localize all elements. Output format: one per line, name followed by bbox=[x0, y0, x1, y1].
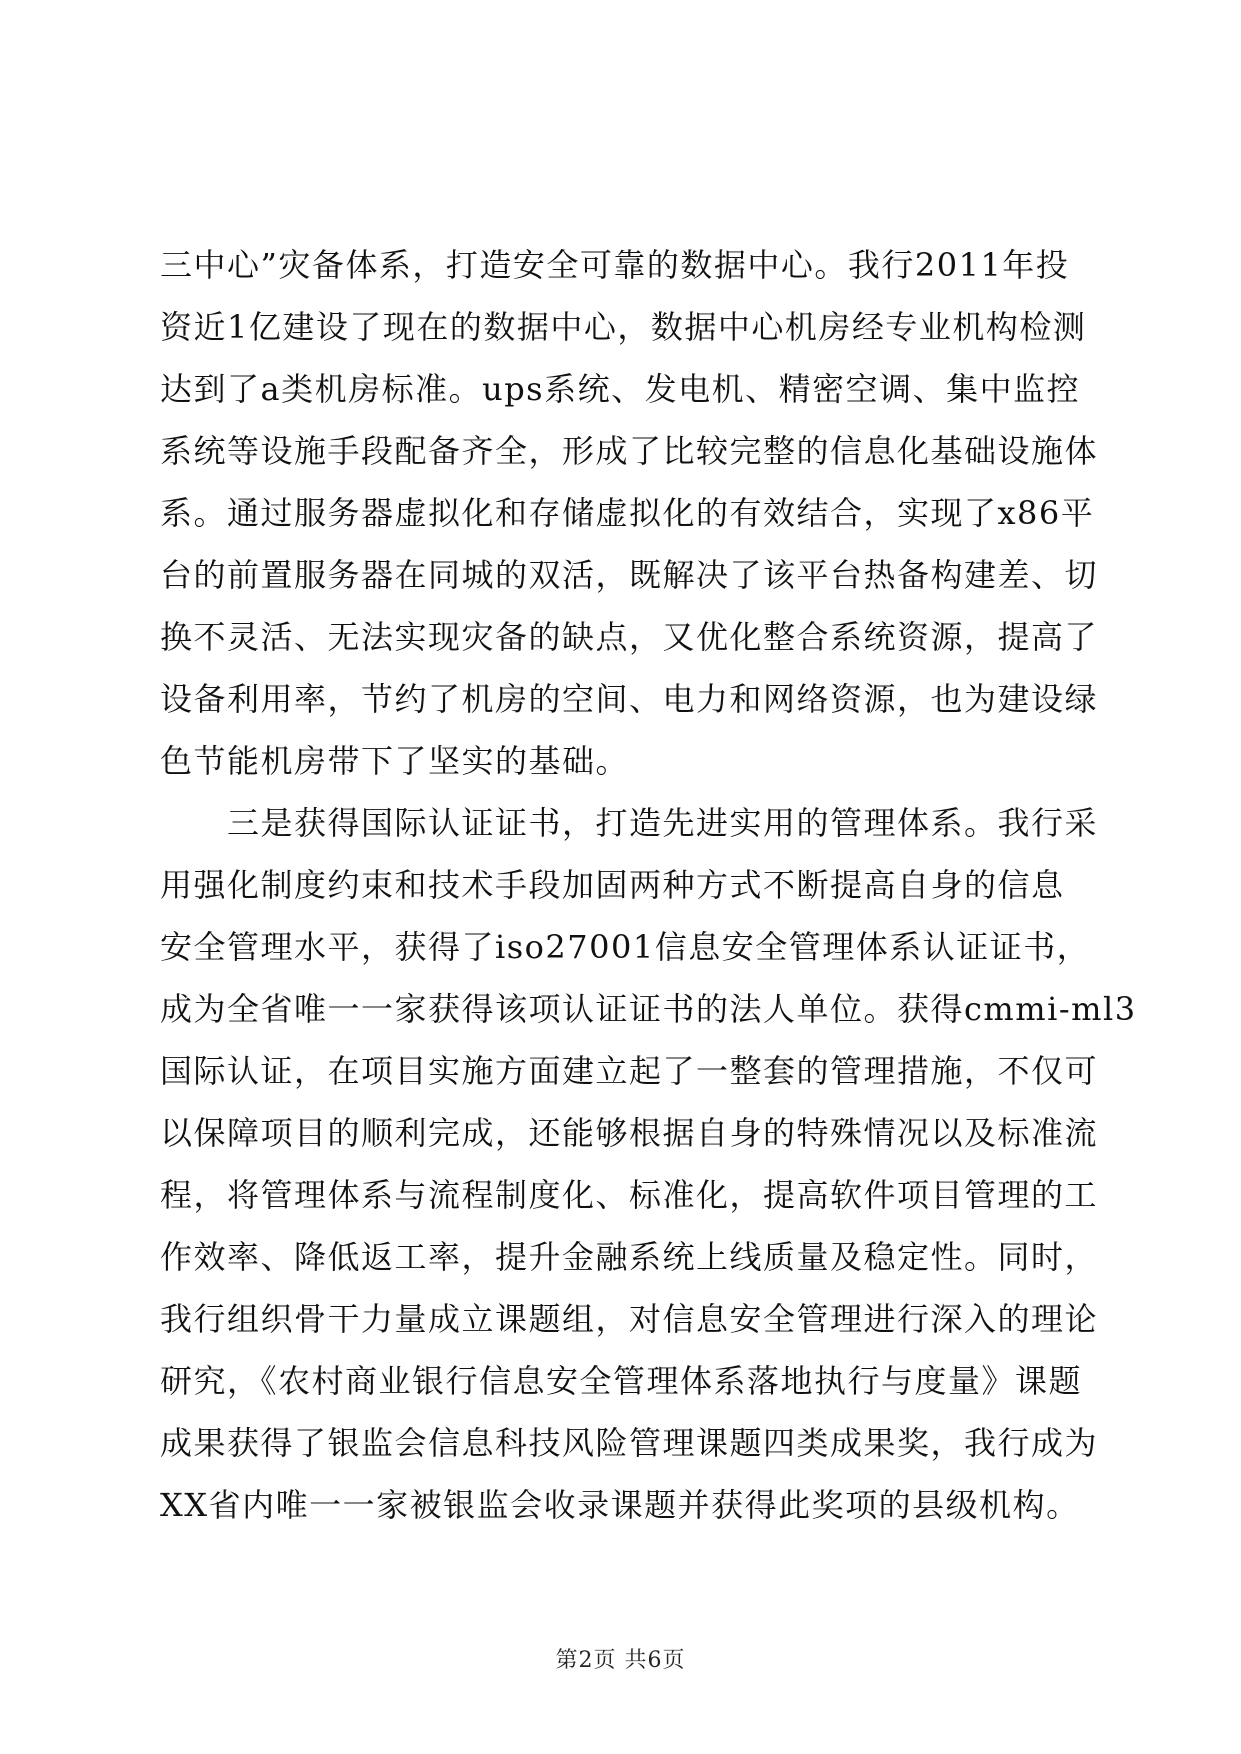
text-line: 设备利用率，节约了机房的空间、电力和网络资源，也为建设绿 bbox=[160, 680, 1099, 718]
text-line: 系统等设施手段配备齐全，形成了比较完整的信息化基础设施体 bbox=[160, 432, 1099, 470]
text-line: 资近1亿建设了现在的数据中心，数据中心机房经专业机构检测 bbox=[160, 308, 1087, 346]
paragraph-start-line: 三是获得国际认证证书，打造先进实用的管理体系。我行采 bbox=[160, 804, 1099, 842]
text-line: 换不灵活、无法实现灾备的缺点，又优化整合系统资源，提高了 bbox=[160, 618, 1099, 656]
text-line: 系。通过服务器虚拟化和存储虚拟化的有效结合，实现了x86平 bbox=[160, 494, 1095, 532]
text-line: 用强化制度约束和技术手段加固两种方式不断提高自身的信息 bbox=[160, 866, 1065, 904]
text-line: 成为全省唯一一家获得该项认证证书的法人单位。获得cmmi-ml3 bbox=[160, 990, 1137, 1028]
document-body bbox=[160, 234, 1137, 1536]
text-line: 色节能机房带下了坚实的基础。 bbox=[160, 742, 630, 780]
text-line: 台的前置服务器在同城的双活，既解决了该平台热备构建差、切 bbox=[160, 556, 1099, 594]
text-line: 研究，《农村商业银行信息安全管理体系落地执行与度量》课题 bbox=[160, 1362, 1083, 1400]
text-line: 程，将管理体系与流程制度化、标准化，提高软件项目管理的工 bbox=[160, 1176, 1099, 1214]
text-line: 国际认证，在项目实施方面建立起了一整套的管理措施，不仅可 bbox=[160, 1052, 1099, 1090]
text-line: 作效率、降低返工率，提升金融系统上线质量及稳定性。同时， bbox=[160, 1238, 1099, 1276]
text-line: XX省内唯一一家被银监会收录课题并获得此奖项的县级机构。 bbox=[160, 1486, 1080, 1524]
text-line: 三中心”灾备体系，打造安全可靠的数据中心。我行2011年投 bbox=[160, 246, 1070, 284]
text-line: 我行组织骨干力量成立课题组，对信息安全管理进行深入的理论 bbox=[160, 1300, 1099, 1338]
text-line: 达到了a类机房标准。ups系统、发电机、精密空调、集中监控 bbox=[160, 370, 1081, 408]
page-number-footer: 第2页 共6页 bbox=[555, 1648, 686, 1673]
text-line: 以保障项目的顺利完成，还能够根据自身的特殊情况以及标准流 bbox=[160, 1114, 1099, 1152]
text-line: 成果获得了银监会信息科技风险管理课题四类成果奖，我行成为 bbox=[160, 1424, 1099, 1462]
text-line: 安全管理水平，获得了iso27001信息安全管理体系认证证书， bbox=[160, 928, 1091, 966]
